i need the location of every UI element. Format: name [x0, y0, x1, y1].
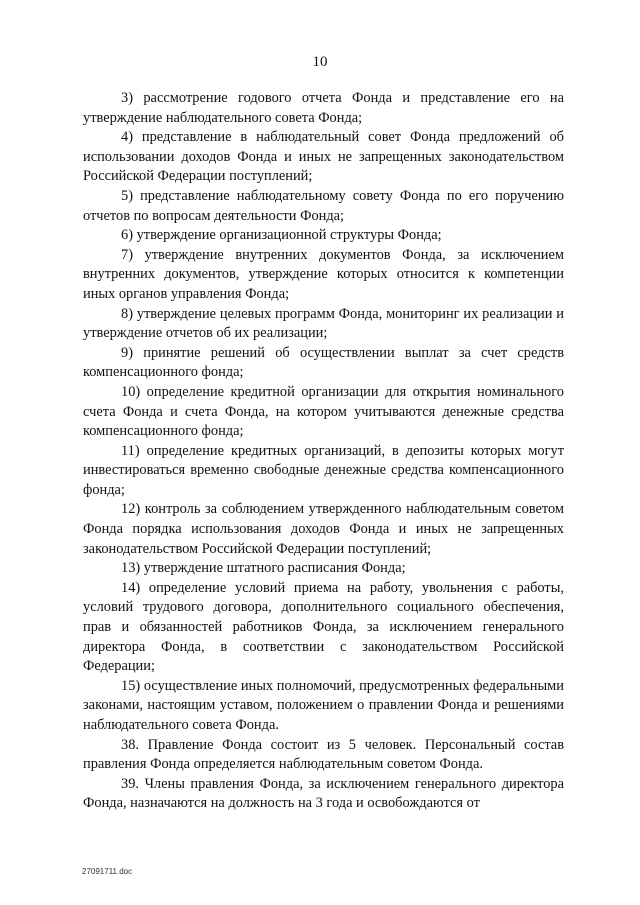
- list-item-14: 14) определение условий приема на работу, увольнения с работы, условий трудового договора, дополнительного социального обеспечения, прав и обязанностей работников Фонда, за исключением генерального директора Фонда, в соответствии с законодательством Российской Федерации;: [83, 579, 564, 675]
- list-item-5: 5) представление наблюдательному совету Фонда по его поручению отчетов по вопросам деятельности Фонда;: [83, 187, 564, 224]
- list-item-3: 3) рассмотрение годового отчета Фонда и представление его на утверждение наблюдательного совета Фонда;: [83, 90, 564, 126]
- document-body: [83, 89, 564, 814]
- list-item-10: 10) определение кредитной организации для открытия номинального счета Фонда и счета Фонда, на котором учитываются денежные средства компенсационного фонда;: [83, 383, 564, 440]
- list-item-9: 9) принятие решений об осуществлении выплат за счет средств компенсационного фонда;: [83, 344, 564, 381]
- footer-filename: 27091711.doc: [82, 867, 133, 876]
- page-number: 10: [312, 54, 328, 70]
- list-item-7: 7) утверждение внутренних документов Фонда, за исключением внутренних документов, утверждение которых относится к компетенции иных органов управления Фонда;: [83, 246, 564, 302]
- list-item-8: 8) утверждение целевых программ Фонда, мониторинг их реализации и утверждение отчетов об их реализации;: [83, 305, 564, 342]
- clause-38: 38. Правление Фонда состоит из 5 человек. Персональный состав правления Фонда определяется наблюдательным советом Фонда.: [83, 736, 564, 773]
- list-item-15: 15) осуществление иных полномочий, предусмотренных федеральными законами, настоящим уставом, положением о правлении Фонда и решениями наблюдательного совета Фонда.: [83, 677, 564, 733]
- list-item-6: 6) утверждение организационной структуры Фонда;: [121, 227, 442, 244]
- list-item-4: 4) представление в наблюдательный совет Фонда предложений об использовании доходов Фонда и иных не запрещенных законодательством Российской Федерации поступлений;: [83, 129, 564, 185]
- list-item-11: 11) определение кредитных организаций, в депозиты которых могут инвестироваться временно свободные денежные средства компенсационного фонда;: [83, 442, 564, 498]
- clause-39: 39. Члены правления Фонда, за исключением генерального директора Фонда, назначаются на должность на 3 года и освобождаются от: [83, 775, 564, 812]
- list-item-12: 12) контроль за соблюдением утвержденного наблюдательным советом Фонда порядка использования доходов Фонда и иных не запрещенных законодательством Российской Федерации поступлений;: [83, 501, 564, 557]
- list-item-13: 13) утверждение штатного расписания Фонда;: [121, 560, 406, 577]
